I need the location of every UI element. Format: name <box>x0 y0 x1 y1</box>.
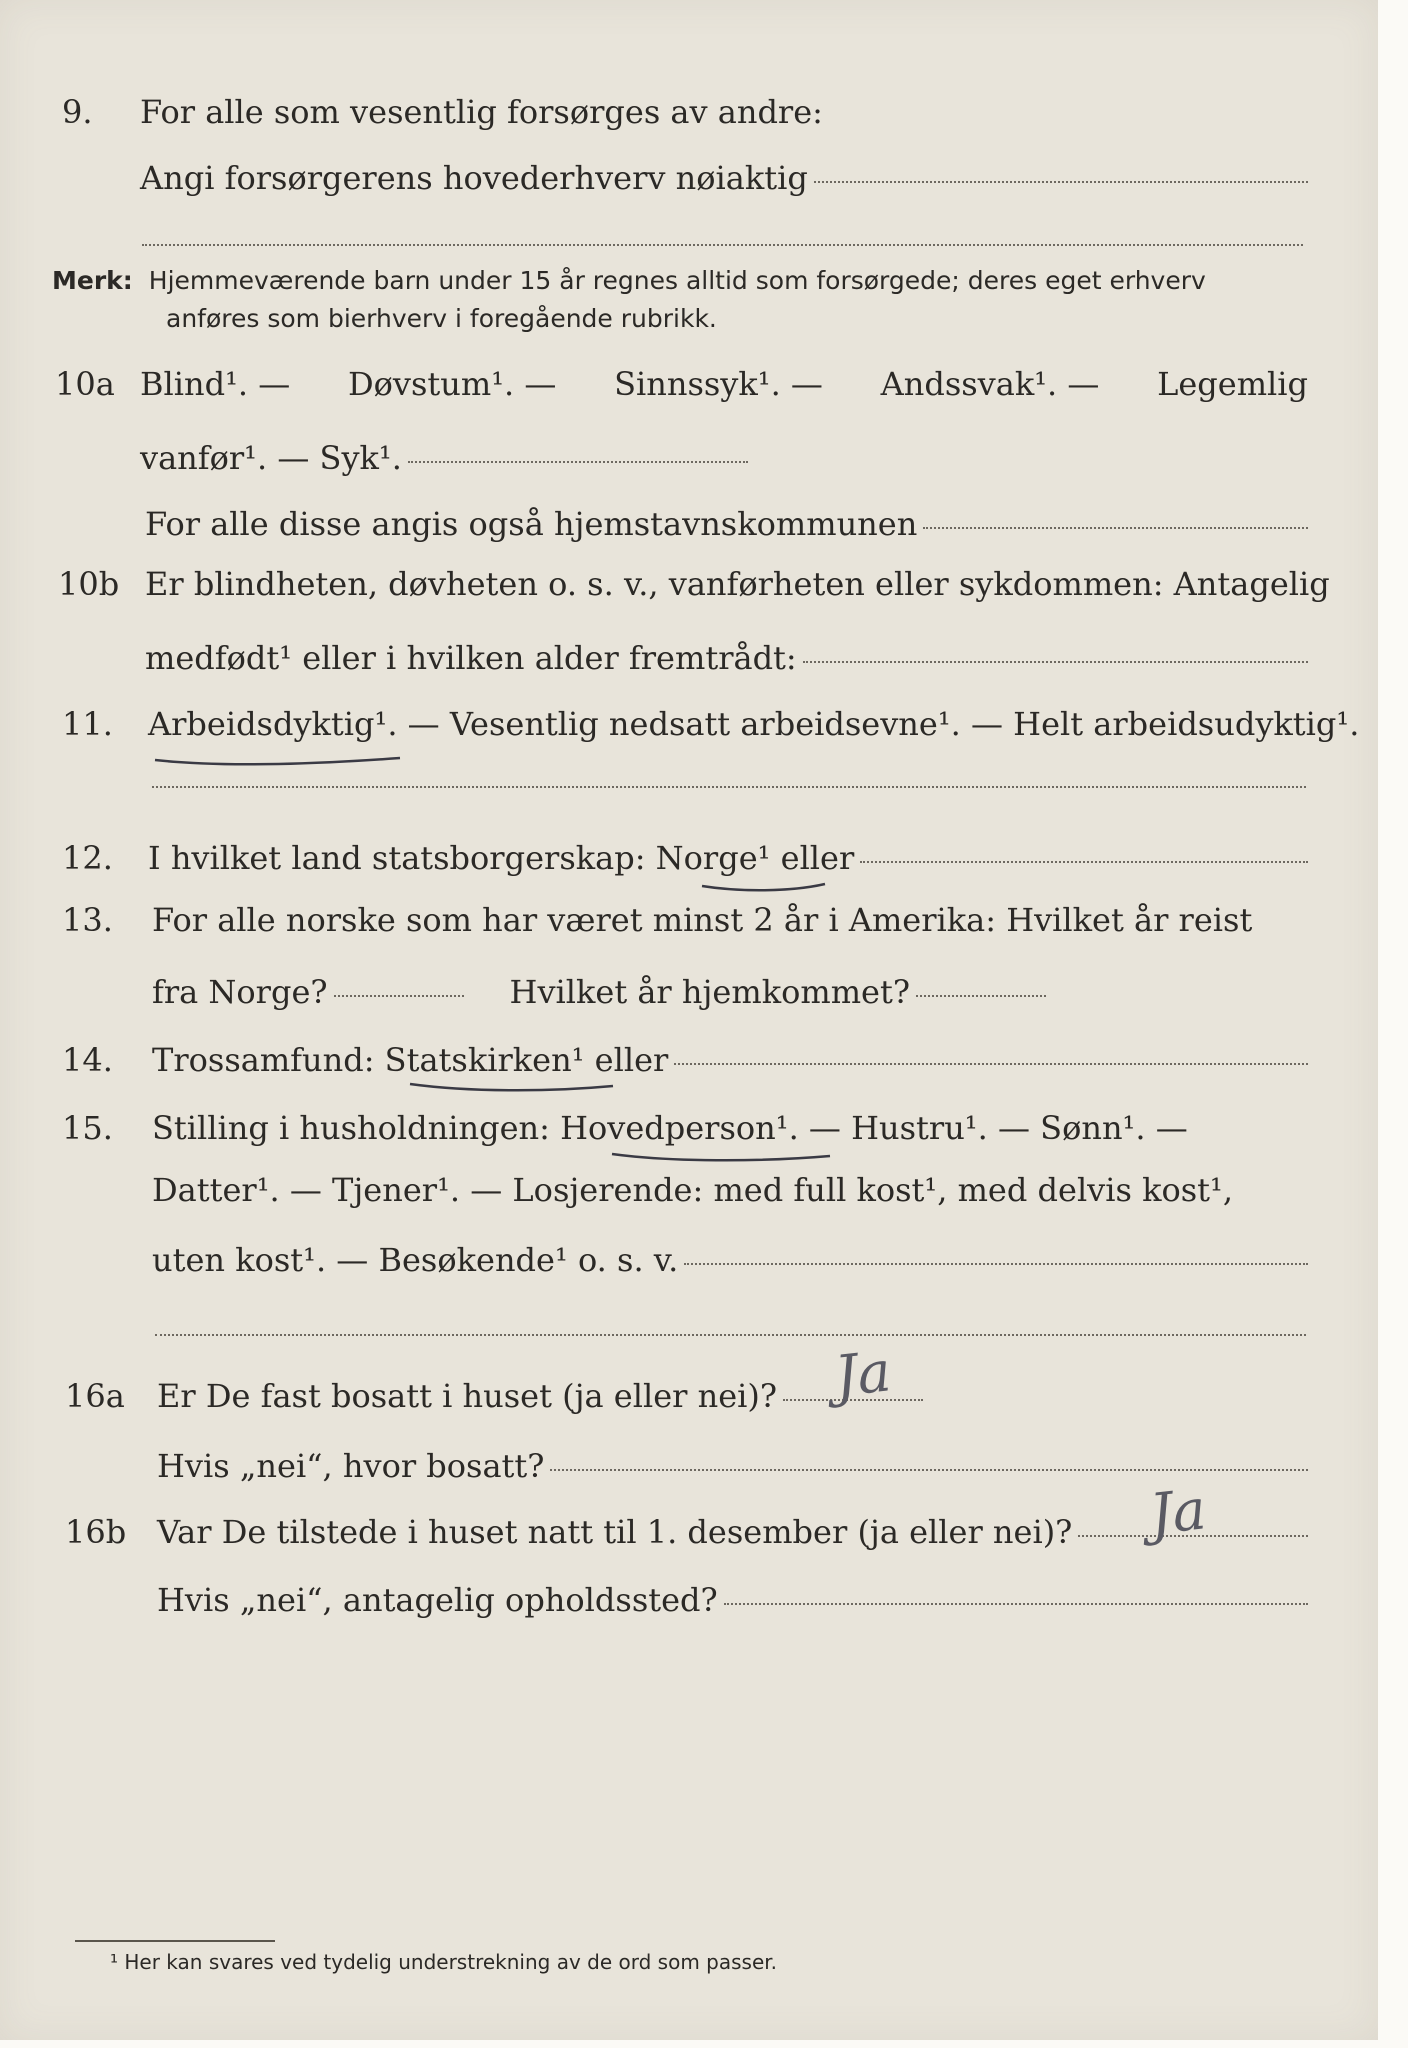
q10b-text: Er blindheten, døvheten o. s. v., vanførheten eller sykdommen: Antagelig <box>145 565 1330 603</box>
q10a-option-blind: Blind¹. — <box>140 365 291 403</box>
q10a-option-andssvak: Andssvak¹. — <box>880 365 1100 403</box>
q10a-number: 10a <box>55 365 115 403</box>
q12-label: I hvilket land statsborgerskap: Norge¹ eller <box>148 839 855 877</box>
q13-reist-answer-line[interactable] <box>334 994 464 997</box>
q13-number: 13. <box>62 901 113 939</box>
q15-extra-line[interactable] <box>155 1334 1306 1336</box>
q14-underline-mark <box>408 1078 618 1098</box>
q9-field <box>140 158 1308 198</box>
q16b-number: 16b <box>65 1513 127 1551</box>
q16a-handwritten-answer: Ja <box>831 1339 895 1410</box>
q10b-label: medfødt¹ eller i hvilken alder fremtrådt: <box>145 639 797 677</box>
q10a-syk-answer-line[interactable] <box>408 460 748 463</box>
q16b-handwritten-answer: Ja <box>1146 1477 1210 1548</box>
q10b-answer-line[interactable] <box>803 660 1308 663</box>
q16a-number: 16a <box>65 1377 125 1415</box>
q15-text-2: Datter¹. — Tjener¹. — Losjerende: med full kost¹, med delvis kost¹, <box>152 1171 1234 1209</box>
q9-answer-line[interactable] <box>814 180 1308 183</box>
q10a-vanfor-label: vanfør¹. — Syk¹. <box>140 439 402 477</box>
q12-underline-mark <box>700 878 830 898</box>
q12-answer-line[interactable] <box>860 860 1308 863</box>
q11-extra-line[interactable] <box>152 786 1306 788</box>
q12-field <box>148 838 1308 878</box>
q10a-option-legemlig: Legemlig <box>1157 365 1308 403</box>
q15-label-3: uten kost¹. — Besøkende¹ o. s. v. <box>152 1241 679 1279</box>
q10a-hjemstavn-answer-line[interactable] <box>923 526 1308 529</box>
q16a-field-2 <box>157 1446 1308 1486</box>
q12-number: 12. <box>62 839 113 877</box>
q15-number: 15. <box>62 1109 113 1147</box>
q10b-field <box>145 638 1308 678</box>
q9-extra-line[interactable] <box>142 244 1303 246</box>
merk-label: Merk: <box>52 266 133 295</box>
q16b-label: Var De tilstede i huset natt til 1. desember (ja eller nei)? <box>157 1513 1073 1551</box>
q9-number: 9. <box>62 93 93 131</box>
q14-field <box>152 1040 1308 1080</box>
q10a-hjemstavn-field <box>145 504 1308 544</box>
footnote: ¹ Her kan svares ved tydelig understrekning av de ord som passer. <box>110 1950 778 1974</box>
q13-hjemkommet-label: Hvilket år hjemkommet? <box>509 973 910 1011</box>
q10a-option-dovstum: Døvstum¹. — <box>347 365 557 403</box>
q14-number: 14. <box>62 1041 113 1079</box>
q14-label: Trossamfund: Statskirken¹ eller <box>152 1041 669 1079</box>
q11-text: Arbeidsdyktig¹. — Vesentlig nedsatt arbeidsevne¹. — Helt arbeidsudyktig¹. <box>148 705 1360 743</box>
q16b-label-2: Hvis „nei“, antagelig opholdssted? <box>157 1581 718 1619</box>
q11-underline-mark <box>150 752 410 772</box>
q9-label: Angi forsørgerens hovederhverv nøiaktig <box>140 159 808 197</box>
q16b-answer-line-2[interactable] <box>724 1602 1308 1605</box>
q13-field <box>152 972 1308 1012</box>
q16a-field <box>157 1376 1308 1416</box>
q16a-label-2: Hvis „nei“, hvor bosatt? <box>157 1447 545 1485</box>
q14-answer-line[interactable] <box>674 1062 1308 1065</box>
q15-field <box>152 1240 1308 1280</box>
q15-text: Stilling i husholdningen: Hovedperson¹. — Hustru¹. — Sønn¹. — <box>152 1109 1188 1147</box>
q10a-hjemstavn-label: For alle disse angis også hjemstavnskommunen <box>145 505 918 543</box>
merk-note <box>52 262 1308 338</box>
footnote-rule <box>75 1940 275 1942</box>
q15-underline-mark <box>610 1148 835 1168</box>
q13-reist-label: fra Norge? <box>152 973 328 1011</box>
q10a-field <box>140 438 1308 478</box>
q13-text: For alle norske som har været minst 2 år i Amerika: Hvilket år reist <box>152 901 1253 939</box>
q16a-label: Er De fast bosatt i huset (ja eller nei)? <box>157 1377 778 1415</box>
q10a-option-sinnssyk: Sinnssyk¹. — <box>614 365 823 403</box>
q16b-field <box>157 1512 1308 1552</box>
q13-hjemkommet-answer-line[interactable] <box>916 994 1046 997</box>
q9-text: For alle som vesentlig forsørges av andre: <box>140 93 823 131</box>
q16a-answer-line-2[interactable] <box>550 1468 1308 1471</box>
q15-answer-line[interactable] <box>684 1262 1308 1265</box>
q16b-field-2 <box>157 1580 1308 1620</box>
merk-line-2: anføres som bierhverv i foregående rubrikk. <box>166 304 717 333</box>
merk-line-1: Hjemmeværende barn under 15 år regnes alltid som forsørgede; deres eget erhverv <box>148 266 1206 295</box>
q10a-options <box>140 364 1308 404</box>
q11-number: 11. <box>62 705 113 743</box>
q10b-number: 10b <box>58 565 120 603</box>
